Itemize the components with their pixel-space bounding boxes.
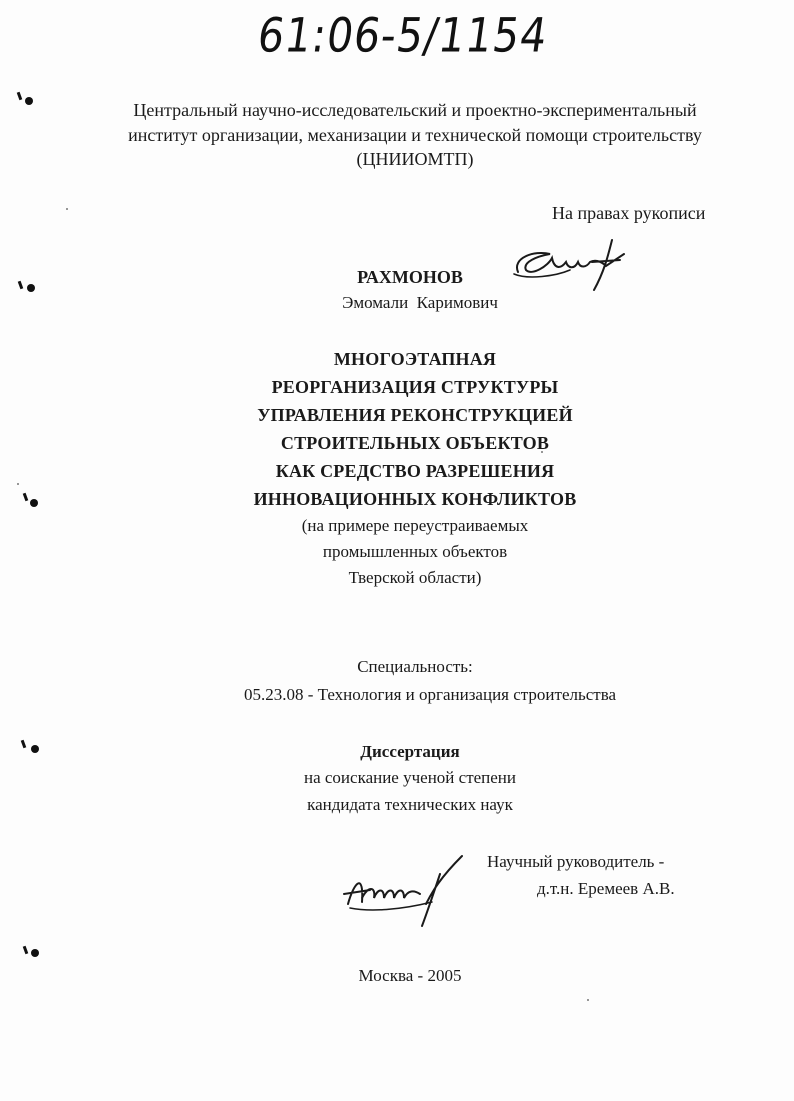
- institute-name: [80, 98, 750, 148]
- institute-abbr: (ЦНИИОМТП): [356, 149, 474, 169]
- specialty-label: Специальность:: [357, 657, 473, 676]
- binding-mark: [31, 949, 39, 957]
- archive-number: 61:06-5/1154: [254, 8, 552, 64]
- scan-speck: [17, 483, 19, 485]
- author-signature: [508, 236, 632, 292]
- binding-mark: [30, 499, 38, 507]
- scan-speck: [66, 208, 68, 210]
- title-line: РЕОРГАНИЗАЦИЯ СТРУКТУРЫ: [271, 377, 559, 397]
- title-line: МНОГОЭТАПНАЯ: [333, 349, 497, 369]
- binding-mark: [17, 92, 23, 101]
- supervisor-name: д.т.н. Еремеев А.В.: [537, 879, 675, 898]
- title-subline: промышленных объектов: [322, 542, 508, 561]
- degree-line-2: кандидата технических наук: [307, 795, 513, 814]
- binding-mark: [25, 97, 33, 105]
- city-year: Москва - 2005: [358, 966, 462, 985]
- title-subline: Тверской области): [348, 568, 482, 587]
- rights-note: На правах рукописи: [552, 203, 706, 223]
- dissertation-title: [195, 345, 635, 591]
- supervisor-label: Научный руководитель -: [487, 852, 665, 871]
- degree-line-1: на соискание ученой степени: [303, 768, 517, 787]
- author-surname: РАХМОНОВ: [357, 267, 463, 287]
- title-subline: (на примере переустраиваемых: [301, 516, 529, 535]
- binding-mark: [31, 745, 39, 753]
- title-line: КАК СРЕДСТВО РАЗРЕШЕНИЯ: [275, 461, 555, 481]
- binding-mark: [23, 946, 29, 955]
- supervisor-signature: [340, 852, 470, 932]
- binding-mark: [21, 740, 27, 749]
- institute-line-1: Центральный научно-исследовательский и проектно-экспериментальный: [133, 100, 697, 120]
- institute-line-2: институт организации, механизации и технической помощи строительству: [128, 125, 702, 145]
- title-line: УПРАВЛЕНИЯ РЕКОНСТРУКЦИЕЙ: [257, 405, 573, 425]
- binding-mark: [23, 493, 29, 502]
- author-name: Эмомали Каримович: [342, 293, 498, 312]
- binding-mark: [18, 281, 24, 290]
- dissertation-label: Диссертация: [360, 742, 460, 761]
- binding-mark: [27, 284, 35, 292]
- specialty-value: 05.23.08 - Технология и организация строительства: [243, 685, 617, 704]
- title-line: СТРОИТЕЛЬНЫХ ОБЪЕКТОВ: [280, 433, 550, 453]
- title-line: ИННОВАЦИОННЫХ КОНФЛИКТОВ: [253, 489, 577, 509]
- scan-speck: [587, 999, 589, 1001]
